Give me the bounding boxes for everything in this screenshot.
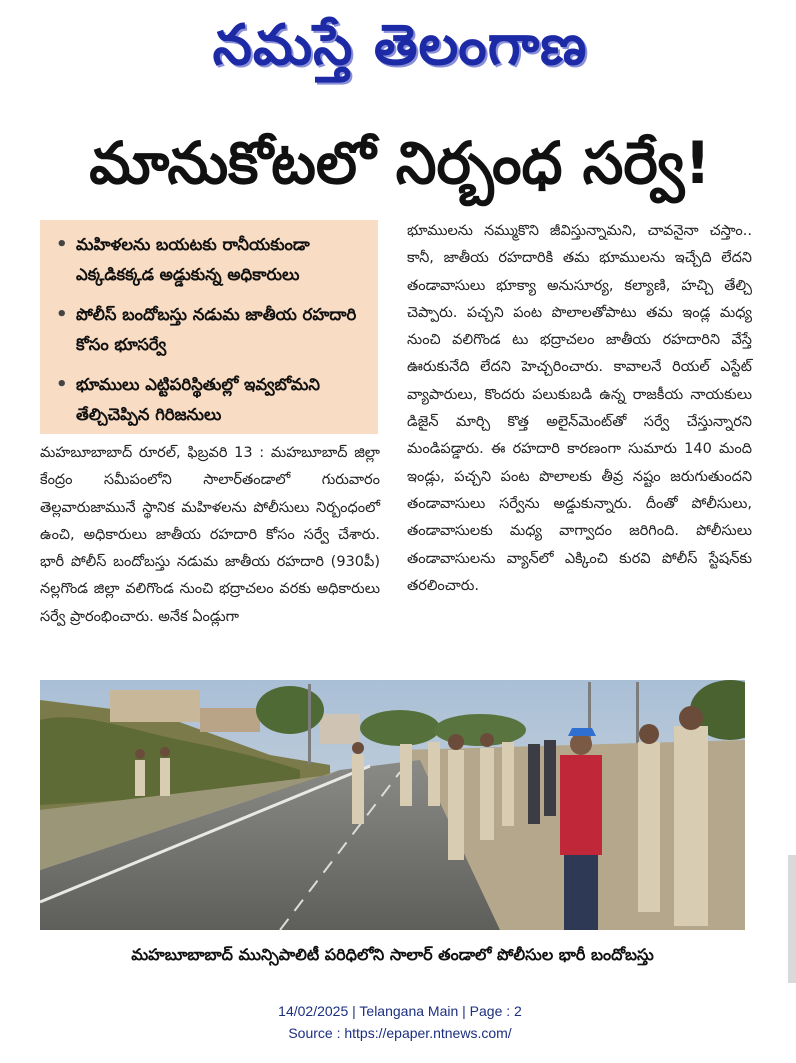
- bullet-icon: •: [56, 234, 68, 255]
- article-body-right-column: [407, 218, 752, 600]
- side-divider: [788, 855, 796, 983]
- edition-info: 14/02/2025 | Telangana Main | Page : 2: [278, 1003, 522, 1019]
- newspaper-masthead: నమస్తే తెలంగాణ: [212, 13, 588, 78]
- article-body-left-column: [40, 440, 380, 631]
- highlight-text: భూములు ఎట్టిపరిస్థితుల్లో ఇవ్వబోమని తేల్చిచెప్పిన గిరిజనులు: [76, 375, 320, 424]
- page-footer: [100, 1000, 700, 1044]
- highlights-list: [54, 230, 368, 430]
- article-paragraph: భూములను నమ్ముకొని జీవిస్తున్నామని, చావనైనా చస్తాం.. కానీ, జాతీయ రహదారికి తమ భూములను ఇచ్చేది లేదని తండావాసులు భూక్యా అనుసూర్య, కల్యాణి, హచ్చి తేల్చి చెప్పారు. పచ్చని పంట పొలాలతోపాటు తమ ఇండ్ల మధ్య నుంచి వలిగొండ టు భద్రాచలం జాతీయ రహదారిని వేస్తే ఊరుకునేది లేదని హెచ్చరించారు. కావాలనే రియల్ ఎస్టేట్ వ్యాపారులు, కొందరు పలుకుబడి ఉన్న రాజకీయ నాయకులు డిజైన్ మార్చి కొత్త అలైన్‌మెంట్‌తో సర్వే చేస్తున్నారని మండిపడ్డారు. ఈ రహదారి కారణంగా సుమారు 140 మంది ఇండ్లు, పచ్చని పంట పొలాలకు తీవ్ర నష్టం జరుగుతుందని తండావాసులు సర్వేను అడ్డుకున్నారు. దీంతో పోలీసులు, తండావాసులకు మధ్య వాగ్వాదం జరిగింది. పోలీసులు తండావాసులను వ్యాన్‌లో ఎక్కించి కురవి పోలీస్ స్టేషన్‌కు తరలించారు.: [407, 223, 752, 594]
- highlight-text: మహిళలను బయటకు రానీయకుండా ఎక్కడికక్కడ అడ్డుకున్న అధికారులు: [76, 235, 310, 284]
- highlight-text: పోలీస్ బందోబస్తు నడుమ జాతీయ రహదారి కోసం భూసర్వే: [76, 305, 357, 354]
- article-paragraph: మహబూబాబాద్ రూరల్, ఫిబ్రవరి 13 : మహబూబాద్ జిల్లా కేంద్రం సమీపంలోని సాలార్‌తండాలో గురువారం తెల్లవారుజామునే స్థానిక మహిళలను పోలీసులు నిర్బంధంలో ఉంచి, అధికారులు జాతీయ రహదారి కోసం సర్వే చేశారు. భారీ పోలీస్ బందోబస్తు నడుమ జాతీయ రహదారి (930పీ) నల్లగొండ జిల్లా వలిగొండ నుంచి భద్రాచలం వరకు అధికారులు సర్వే ప్రారంభించారు. అనేక ఏండ్లుగా: [40, 445, 380, 625]
- source-link[interactable]: Source : https://epaper.ntnews.com/: [288, 1025, 512, 1041]
- highlight-item: [54, 370, 368, 430]
- news-photo: [40, 680, 745, 930]
- police-on-road-photo: [40, 680, 745, 930]
- photo-caption: మహబూబాబాద్ మున్సిపాలిటీ పరిధిలోని సాలార్ తండాలో పోలీసుల భారీ బందోబస్తు: [131, 945, 654, 964]
- bullet-icon: •: [56, 304, 68, 325]
- highlights-box: [40, 220, 378, 434]
- bullet-icon: •: [56, 374, 68, 395]
- article-headline: మానుకోటలో నిర్బంధ సర్వే!: [89, 129, 711, 197]
- highlight-item: [54, 230, 368, 290]
- highlight-item: [54, 300, 368, 360]
